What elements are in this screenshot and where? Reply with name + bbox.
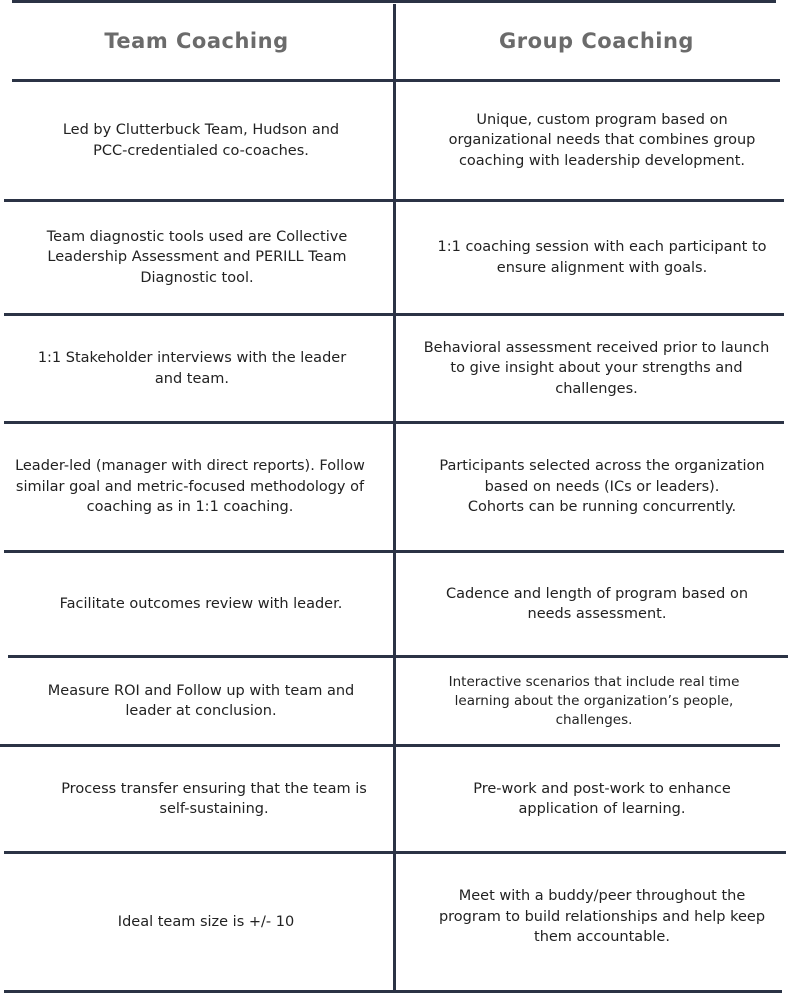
team-coaching-cell: Led by Clutterbuck Team, Hudson and PCC-credentialed co-coaches. [62, 122, 340, 159]
group-coaching-cell: Interactive scenarios that include real time learning about the organization’s people, challenges. [448, 673, 740, 728]
header-group-coaching: Group Coaching [499, 28, 694, 53]
team-coaching-cell: Ideal team size is +/- 10 [117, 913, 295, 930]
group-coaching-cell: Behavioral assessment received prior to launch to give insight about your strengths and challenges. [423, 339, 770, 397]
header-team-coaching: Team Coaching [104, 28, 289, 53]
team-coaching-cell: Leader-led (manager with direct reports). Follow similar goal and metric-focused methodology of coaching as in 1:1 coaching. [15, 458, 365, 516]
group-coaching-cell: 1:1 coaching session with each participant to ensure alignment with goals. [437, 239, 767, 276]
team-coaching-cell: Process transfer ensuring that the team is self-sustaining. [61, 780, 367, 817]
team-coaching-cell: Team diagnostic tools used are Collective Leadership Assessment and PERILL Team Diagnostic tool. [46, 228, 348, 286]
team-coaching-cell: Facilitate outcomes review with leader. [59, 595, 343, 612]
group-coaching-cell: Meet with a buddy/peer throughout the program to build relationships and help keep them accountable. [438, 888, 766, 945]
group-coaching-cell: Unique, custom program based on organizational needs that combines group coaching with leadership development. [448, 111, 756, 169]
group-coaching-cell: Pre-work and post-work to enhance application of learning. [473, 780, 731, 817]
team-coaching-cell: Measure ROI and Follow up with team and leader at conclusion. [47, 682, 355, 719]
team-coaching-cell: 1:1 Stakeholder interviews with the leader and team. [37, 350, 347, 387]
group-coaching-cell: Cadence and length of program based on needs assessment. [445, 585, 749, 622]
group-coaching-cell: Participants selected across the organization based on needs (ICs or leaders). Cohorts can be running concurrently. [439, 458, 765, 516]
